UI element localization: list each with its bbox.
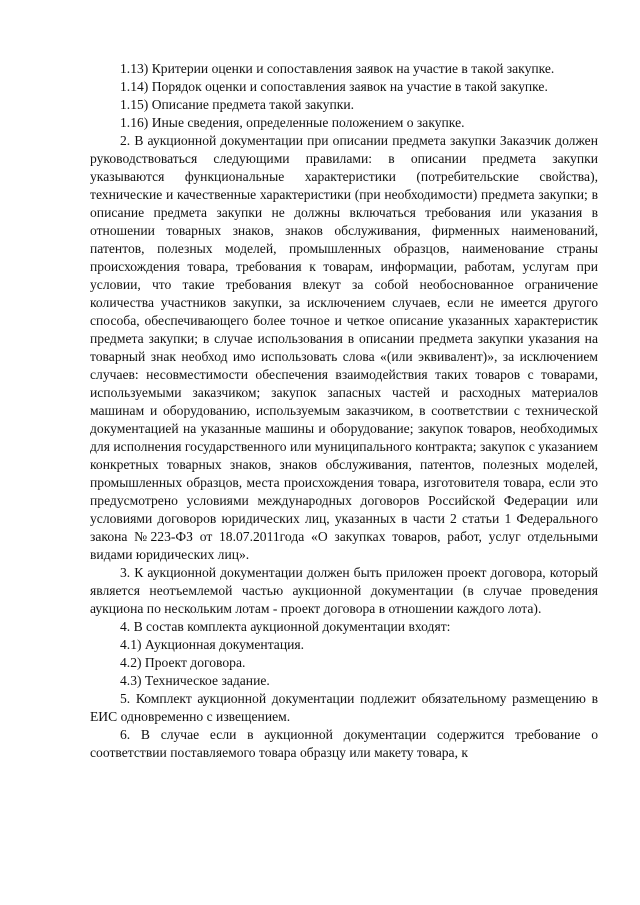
paragraph-1-16: 1.16) Иные сведения, определенные положением о закупке. xyxy=(120,115,465,130)
paragraph-2: 2. В аукционной документации при описании предмета закупки Заказчик должен руководствоваться следующими правилами: в описании предмета закупки указываются функциональные характеристики (потребительские свойства), технические и качественные характеристики (при необходимости) предмета закупки; в описание предмета закупки не должны включаться требования или указания в отношении товарных знаков, знаков обслуживания, фирменных наименований, патентов, полезных моделей, промышленных образцов, наименование страны происхождения товара, требования к товарам, информации, работам, услугам при условии, что такие требования влекут за собой необоснованное ограничение количества участников закупки, за исключением случаев, если не имеется другого способа, обеспечивающего более точное и четкое описание указанных характеристик предмета закупки; в случае использования в описании предмета закупки указания на товарный знак необход имо использовать слова «(или эквивалент)», за исключением случаев: несовместимости обеспечения взаимодействия таких товаров с товарами, используемыми заказчиком; закупок запасных частей и расходных материалов машинам и оборудованию, используемым заказчиком, в соответствии с технической документацией на указанные машины и оборудование; закупок товаров, необходимых для исполнения государственного или муниципального контракта; закупок с указанием конкретных товарных знаков, знаков обслуживания, патентов, полезных моделей, промышленных образцов, места происхождения товара, изготовителя товара, если это предусмотрено условиями международных договоров Российской Федерации или условиями договоров юридических лиц, указанных в части 2 статьи 1 Федерального закона №223-ФЗ от 18.07.2011года «О закупках товаров, работ, услуг отдельными видами юридических лиц». xyxy=(90,133,598,562)
paragraph-1-14: 1.14) Порядок оценки и сопоставления заявок на участие в такой закупке. xyxy=(120,79,548,94)
paragraph-3: 3. К аукционной документации должен быть приложен проект договора, который является неотъемлемой частью аукционной документации (в случае проведения аукциона по нескольким лотам - проект договора в отношении каждого лота). xyxy=(90,565,598,616)
paragraph-4: 4. В состав комплекта аукционной документации входят: xyxy=(120,619,451,634)
paragraph-1-13: 1.13) Критерии оценки и сопоставления заявок на участие в такой закупке. xyxy=(120,61,555,76)
paragraph-4-3: 4.3) Техническое задание. xyxy=(120,673,270,688)
document-body xyxy=(90,60,598,762)
paragraph-4-2: 4.2) Проект договора. xyxy=(120,655,246,670)
paragraph-6: 6. В случае если в аукционной документации содержится требование о соответствии поставляемого товара образцу или макету товара, к xyxy=(90,727,598,760)
paragraph-1-15: 1.15) Описание предмета такой закупки. xyxy=(120,97,355,112)
paragraph-5: 5. Комплект аукционной документации подлежит обязательному размещению в ЕИС одновременно с извещением. xyxy=(90,691,598,724)
paragraph-4-1: 4.1) Аукционная документация. xyxy=(120,637,305,652)
